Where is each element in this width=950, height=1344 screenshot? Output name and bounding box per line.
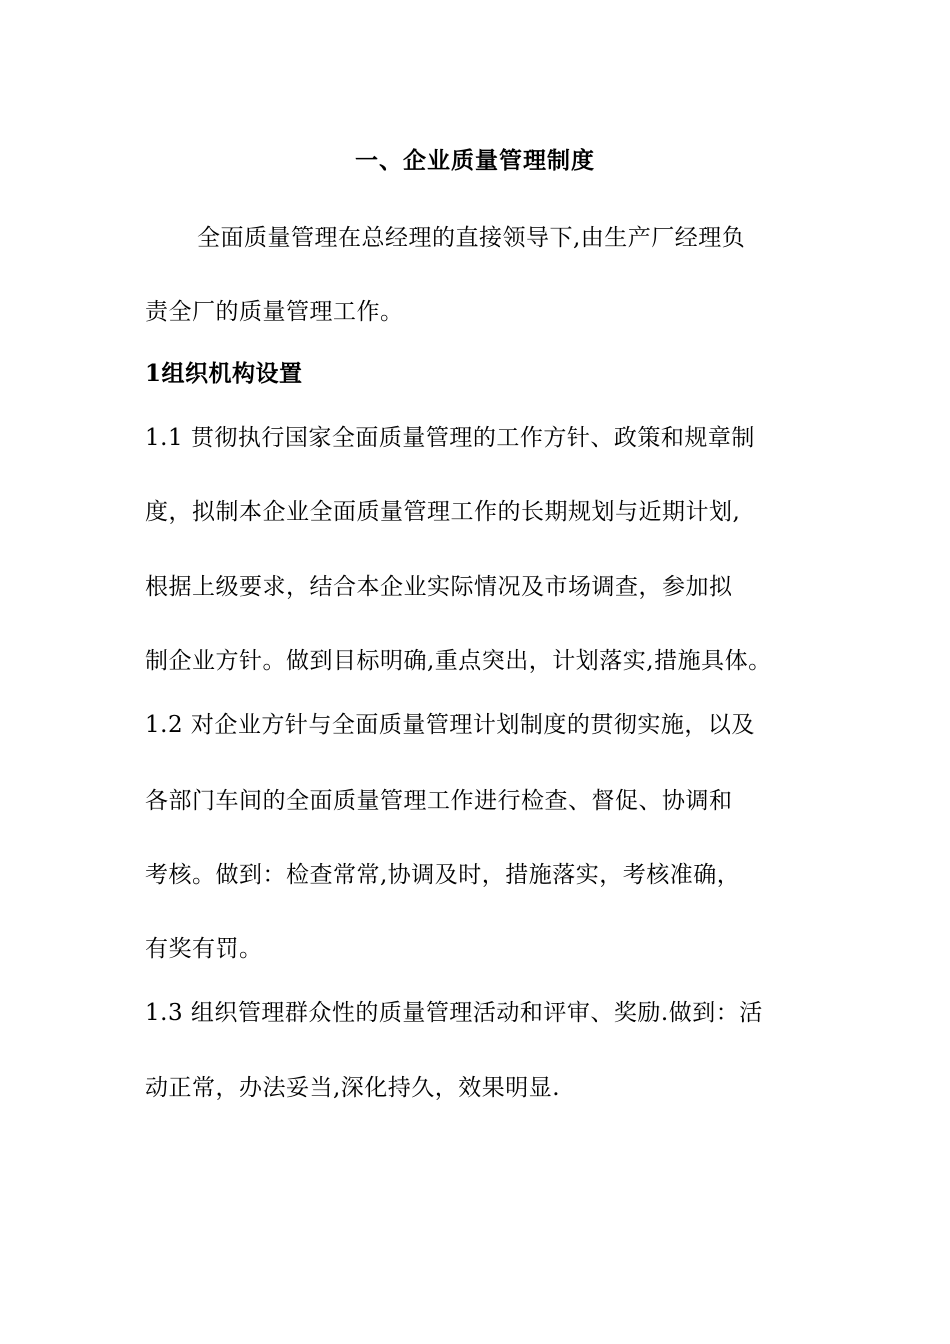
item-1-2-line-4: 有奖有罚。 <box>145 936 263 962</box>
intro-line-2: 责全厂的质量管理工作。 <box>145 299 404 325</box>
item-1-1-line-4: 制企业方针。做到目标明确,重点突出，计划落实,措施具体。 <box>145 648 772 674</box>
section-heading: 1组织机构设置 <box>145 360 303 387</box>
item-1-2-line-2: 各部门车间的全面质量管理工作进行检查、督促、协调和 <box>145 788 733 814</box>
item-1-3-line-2: 动正常，办法妥当,深化持久，效果明显. <box>145 1075 561 1101</box>
item-1-1-line-2: 度，拟制本企业全面质量管理工作的长期规划与近期计划, <box>145 499 741 525</box>
intro-line-1: 全面质量管理在总经理的直接领导下,由生产厂经理负 <box>197 225 746 251</box>
document-title: 一、企业质量管理制度 <box>355 147 595 174</box>
item-1-2-line-1: 1.2 对企业方针与全面质量管理计划制度的贯彻实施，以及 <box>145 712 755 738</box>
item-1-3-line-1: 1.3 组织管理群众性的质量管理活动和评审、奖励.做到：活 <box>145 1000 763 1026</box>
item-1-1-line-1: 1.1 贯彻执行国家全面质量管理的工作方针、政策和规章制 <box>145 425 755 451</box>
item-1-1-line-3: 根据上级要求，结合本企业实际情况及市场调查，参加拟 <box>145 574 733 600</box>
item-1-2-line-3: 考核。做到：检查常常,协调及时，措施落实，考核准确， <box>145 862 741 888</box>
